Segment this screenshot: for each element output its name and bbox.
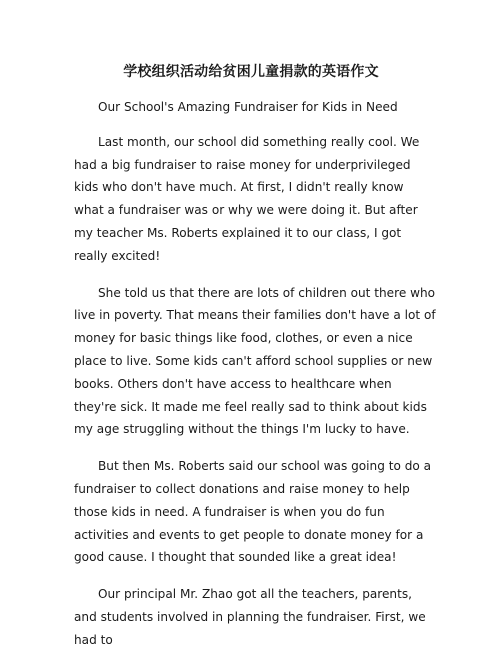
- paragraph-1: Last month, our school did something really cool. We had a big fundraiser to raise money for underprivileged kids who don't have much. At first, I didn't really know what a fundraiser was or why we were doing it. But after my teacher Ms. Roberts explained it to our class, I got really excited!: [74, 134, 420, 263]
- paragraph-2: She told us that there are lots of children out there who live in poverty. That means their families don't have a lot of money for basic things like food, clothes, or even a nice place to live. Some kids can't afford school supplies or new books. Others don't have access to healthcare when they're sick. It made me feel really sad to think about kids my age struggling without the things I'm lucky to have.: [74, 285, 436, 437]
- document-title: 学校组织活动给贫困儿童捐款的英语作文: [123, 64, 379, 80]
- essay-subtitle: Our School's Amazing Fundraiser for Kids in Need: [98, 100, 398, 114]
- paragraph-3: But then Ms. Roberts said our school was going to do a fundraiser to collect donations and raise money to help those kids in need. A fundraiser is when you do fun activities and events to get people to donate money for a good cause. I thought that sounded like a great idea!: [74, 459, 432, 565]
- paragraph-4: Our principal Mr. Zhao got all the teachers, parents, and students involved in planning the fundraiser. First, we had to: [74, 587, 426, 647]
- document-body: [74, 96, 436, 666]
